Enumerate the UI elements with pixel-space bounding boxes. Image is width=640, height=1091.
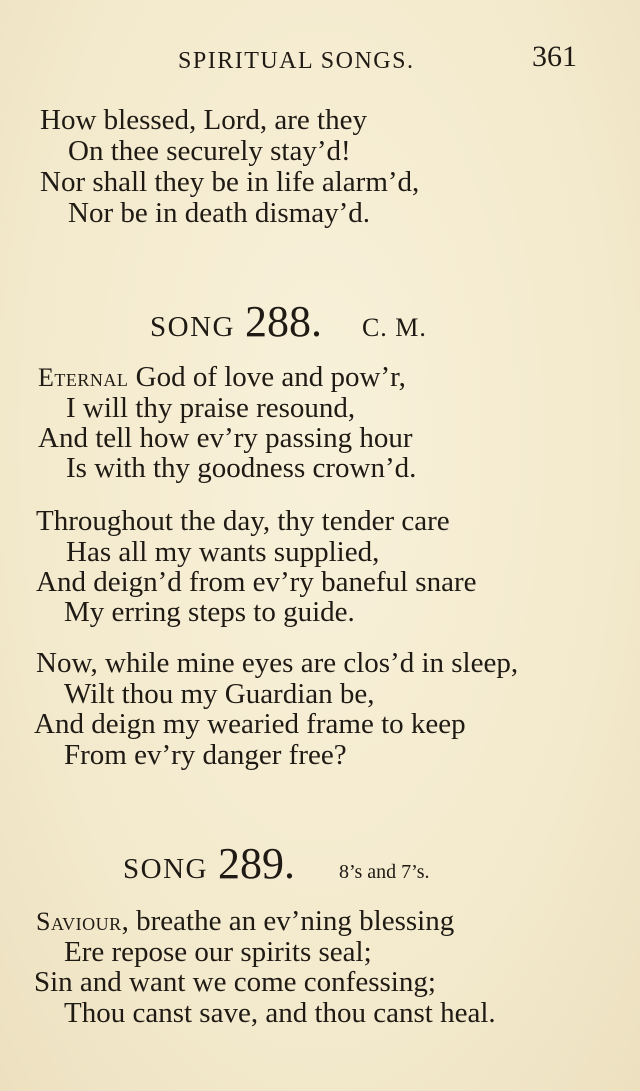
verse-line (36, 906, 454, 937)
verse-line-rest: God of love and pow’r, (128, 361, 406, 393)
song-meter: 8’s and 7’s. (338, 861, 430, 883)
song-heading-288 (150, 296, 427, 347)
verse-line: My erring steps to guide. (64, 596, 355, 628)
song-meter: C. M. (361, 313, 427, 342)
verse-line: Has all my wants supplied, (66, 536, 380, 568)
verse-line: Nor be in death dismay’d. (68, 197, 371, 229)
verse-line-rest: , breathe an ev’ning blessing (121, 905, 455, 937)
verse-line: Throughout the day, thy tender care (36, 505, 450, 537)
running-header: SPIRITUAL SONGS. (178, 48, 415, 74)
verse-line: Wilt thou my Guardian be, (64, 678, 375, 710)
page-number: 361 (532, 40, 577, 73)
verse-line: Sin and want we come confessing; (34, 966, 436, 998)
verse-line: How blessed, Lord, are they (40, 104, 367, 136)
song-label: SONG (150, 311, 235, 343)
song-number: 288. (244, 297, 322, 346)
song-number: 289. (217, 839, 295, 888)
verse-line: And tell how ev’ry passing hour (38, 422, 413, 454)
first-word: Eternal (38, 363, 129, 392)
verse-line: I will thy praise resound, (66, 392, 356, 424)
verse-line: Now, while mine eyes are clos’d in sleep, (36, 647, 519, 679)
song-label: SONG (123, 853, 208, 885)
verse-line: Is with thy goodness crown’d. (66, 452, 417, 484)
verse-line: From ev’ry danger free? (64, 739, 347, 771)
verse-line: Ere repose our spirits seal; (64, 936, 372, 968)
verse-line: And deign my wearied frame to keep (34, 708, 466, 740)
verse-line: Thou canst save, and thou canst heal. (64, 997, 496, 1029)
verse-line: On thee securely stay’d! (68, 135, 351, 167)
first-word: Saviour (36, 907, 122, 936)
verse-line: Nor shall they be in life alarm’d, (40, 166, 420, 198)
verse-line: And deign’d from ev’ry baneful snare (36, 566, 477, 598)
verse-line (38, 362, 406, 393)
song-heading-289 (123, 838, 430, 889)
